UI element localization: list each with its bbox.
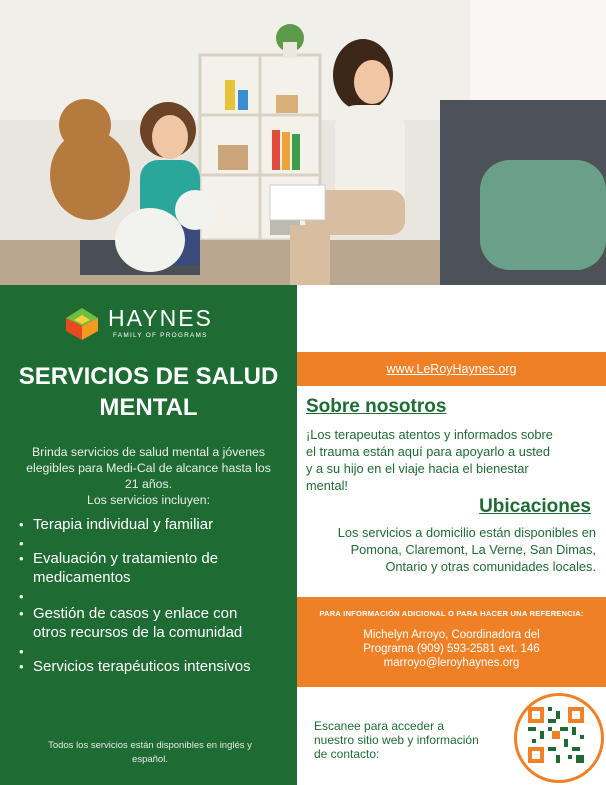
contact-heading: PARA INFORMACIÓN ADICIONAL O PARA HACER UNA REFERENCIA: [319,609,584,618]
language-note: Todos los servicios están disponibles en inglés y español. [48,740,252,765]
contact-email[interactable]: marroyo@leroyhaynes.org [383,657,520,669]
website-link[interactable]: www.LeRoyHaynes.org [386,362,517,376]
brand-subtitle: FAMILY OF PROGRAMS [113,332,208,339]
about-text: ¡Los terapeutas atentos y informados sobre el trauma están aquí para apoyarlo a usted y a su hijo en el viaje hacia el bienestar mental! [306,427,553,493]
locations-text: Los servicios a domicilio están disponibles en Pomona, Claremont, La Verne, San Dimas, Ontario y otras comunidades locales. [337,525,596,574]
list-item [16,642,286,657]
qr-code-icon[interactable] [528,707,584,763]
list-item: • Servicios terapéuticos intensivos [16,657,286,676]
main-title: SERVICIOS DE SALUD MENTAL [18,363,279,421]
haynes-house-icon [65,307,99,341]
locations-heading: Ubicaciones [479,496,591,517]
therapy-session-photo [0,0,606,285]
website-bar [297,352,606,386]
list-item [16,534,286,549]
list-item: • Terapia individual y familiar [16,515,286,534]
intro-text: Brinda servicios de salud mental a jóvenes elegibles para Medi-Cal de alcance hasta los 21 años. Los servicios incluyen: [26,445,271,507]
contact-phone: Programa (909) 593-2581 ext. 146 [363,643,540,655]
about-heading: Sobre nosotros [306,396,447,417]
brand-name: HAYNES [108,305,213,331]
contact-name: Michelyn Arroyo, Coordinadora del [363,629,540,641]
haynes-logo [65,307,245,347]
services-list [16,515,286,676]
list-item [16,587,286,604]
scan-text: Escanee para acceder a nuestro sitio web y información de contacto: [314,719,479,761]
list-item: • Evaluación y tratamiento de medicamentos [16,549,286,587]
list-item: • Gestión de casos y enlace con otros recursos de la comunidad [16,604,286,642]
services-panel [0,285,297,785]
contact-box [297,597,606,687]
